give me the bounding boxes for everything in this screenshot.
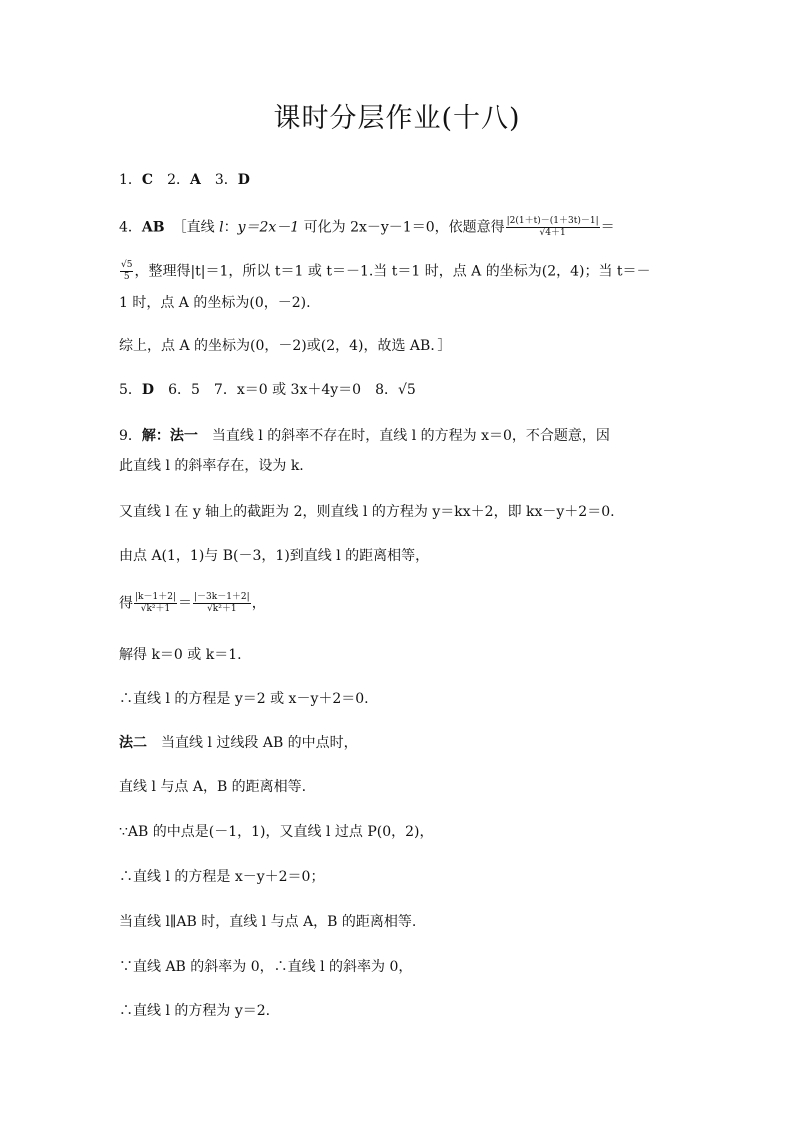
fraction-denominator: 5 [123,272,130,282]
fraction-numerator: |2(1＋t)－(1＋3t)－1| [506,216,599,226]
q9-line-5 [119,592,679,615]
q6-number: 6． [168,382,191,398]
q9-line-1 [119,426,679,446]
q5-number: 5． [119,382,142,398]
q4-equation: 2x－y－1＝0 [350,219,435,236]
q9-fraction-2 [193,592,251,615]
q9-text: 得 [119,595,133,612]
q9-method-1-label: 解：法一 [141,428,198,444]
q4-number: 4． [119,219,142,236]
fraction-denominator: √k²＋1 [207,604,237,614]
q5-answer: D [141,382,155,398]
fraction-numerator: |k－1＋2| [135,592,176,602]
q9-text: 当直线 l 过线段 AB 的中点时， [147,735,358,751]
equals-sign: ＝ [177,595,192,612]
fraction-denominator: √k²＋1 [140,604,171,614]
q9-line-4: 由点 A(1，1)与 B(－3，1)到直线 l 的距离相等， [119,548,430,564]
answers-5-8 [119,380,679,400]
q3-answer: D [237,172,250,188]
q4-line-2 [119,260,679,283]
q4-line-1 [119,216,679,239]
q2-number: 2． [167,172,190,188]
q9-line-12: 当直线 l∥AB 时，直线 l 与点 A，B 的距离相等. [119,914,417,930]
fraction-numerator: √5 [121,260,133,270]
q9-line-2: 此直线 l 的斜率存在，设为 k. [119,458,304,474]
q4-line-3: 1 时，点 A 的坐标为(0，－2). [119,295,311,311]
q9-method-2-label: 法二 [119,735,147,751]
q4-fraction [506,216,600,239]
fraction-numerator: |－3k－1＋2| [193,592,250,602]
fraction-denominator: √4＋1 [539,228,566,238]
q8-answer: √5 [397,382,416,398]
q4-text: ，依题意得 [434,219,505,236]
q4-equation: y＝2x－1 [237,219,300,236]
page-title: 课时分层作业(十八) [273,103,521,134]
q1-number: 1． [119,172,142,188]
q9-line-6: 解得 k＝0 或 k＝1. [119,647,242,663]
q8-number: 8． [375,382,398,398]
q9-line-3: 又直线 l 在 y 轴上的截距为 2，则直线 l 的方程为 y＝kx＋2，即 kx－y＋2＝0. [119,504,615,520]
q4-text: ［直线 [172,219,220,236]
q4-answer: AB [141,219,165,236]
q4-fraction-2 [120,260,133,283]
answers-1-3 [119,170,679,190]
q4-text: 可化为 [299,219,351,236]
q4-text: ： [223,219,238,236]
q4-line-4: 综上，点 A 的坐标为(0，－2)或(2，4)，故选 AB．］ [119,338,452,354]
q1-answer: C [141,172,154,188]
q7-answer: x＝0 或 3x＋4y＝0 [236,382,362,398]
q9-text: 当直线 l 的斜率不存在时，直线 l 的方程为 x＝0，不合题意，因 [197,428,610,444]
q3-number: 3． [214,172,238,188]
q9-line-8 [119,733,679,753]
q9-line-11: ∴直线 l 的方程是 x－y＋2＝0； [119,869,325,885]
q2-answer: A [190,172,201,188]
q4-var: l [219,219,224,236]
q9-line-9: 直线 l 与点 A，B 的距离相等. [119,779,307,795]
q7-number: 7． [213,382,237,398]
q9-fraction-1 [134,592,177,615]
q9-line-13: ∵直线 AB 的斜率为 0，∴直线 l 的斜率为 0， [119,959,413,975]
q6-answer: 5 [190,382,200,398]
q9-line-14: ∴直线 l 的方程为 y＝2. [119,1003,271,1019]
q4-text: ，整理得|t|＝1，所以 t＝1 或 t＝－1.当 t＝1 时，点 A 的坐标为(2，4)；当 t＝－ [134,263,651,280]
q9-text: ， [251,595,266,612]
q9-number: 9． [119,428,142,444]
equals-sign: ＝ [600,219,615,236]
q9-line-10: ∵AB 的中点是(－1，1)，又直线 l 过点 P(0，2)， [119,824,434,840]
q9-line-7: ∴直线 l 的方程是 y＝2 或 x－y＋2＝0. [119,691,369,707]
